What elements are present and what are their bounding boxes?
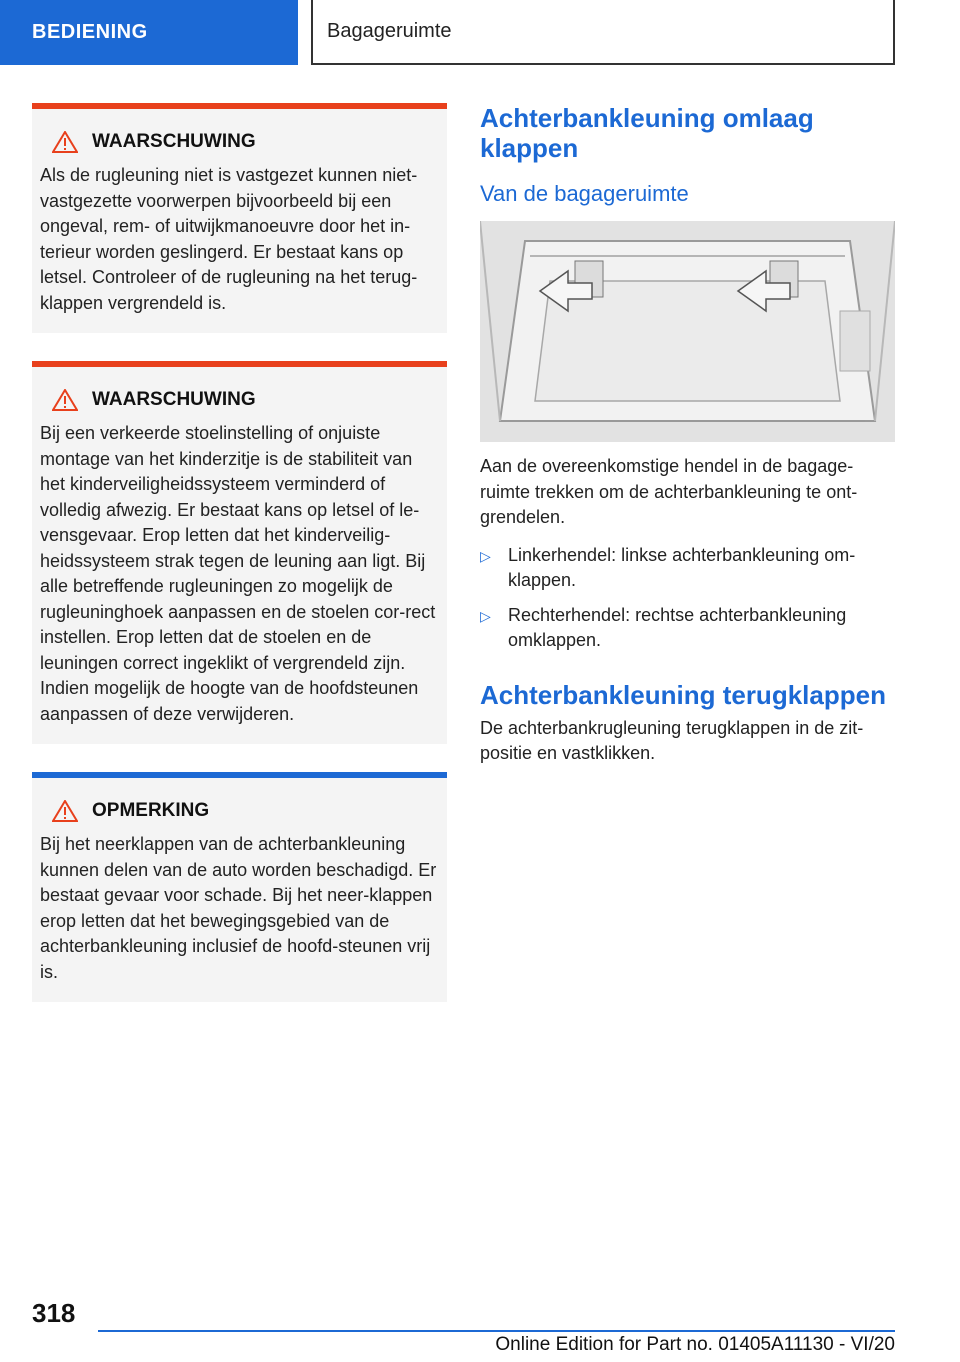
list-item — [480, 603, 895, 654]
warning-box-2 — [32, 361, 447, 744]
warning-triangle-icon — [52, 800, 78, 822]
triangle-bullet-icon: ▷ — [480, 607, 491, 624]
note-box — [32, 772, 447, 1002]
notices-column — [32, 103, 447, 1030]
fold-back-text: De achterbankrugleuning terugklappen in de zit-positie en vastklikken. — [480, 717, 864, 763]
intro-text: Aan de overeenkomstige hendel in de bagage-ruimte trekken om de achterbankleuning te ont-grendelen. — [480, 456, 858, 527]
warning-label: WAARSCHUWING — [92, 389, 256, 410]
list-item — [480, 543, 895, 594]
footer-divider — [98, 1330, 895, 1332]
triangle-bullet-icon: ▷ — [480, 547, 491, 564]
footer-edition: Online Edition for Part no. 01405A11130 - VI/20 — [495, 1334, 895, 1355]
section-tab: BEDIENING — [0, 0, 298, 65]
chapter-title: Bagageruimte — [311, 0, 895, 65]
warning-triangle-icon — [52, 389, 78, 411]
warning-box-1 — [32, 103, 447, 333]
trunk-illustration — [480, 221, 895, 442]
warning-triangle-icon — [52, 131, 78, 153]
warning-label: WAARSCHUWING — [92, 131, 256, 152]
heading-fold-back: Achterbankleuning terugklappen — [480, 679, 886, 710]
list-item-text: Linkerhendel: linkse achterbankleuning om-klappen. — [508, 544, 856, 590]
page-number: 318 — [32, 1298, 76, 1328]
note-text: Bij het neerklappen van de achterbankleuning kunnen delen van de auto worden beschadigd. Er bestaat gevaar voor schade. Bij het neer-klappen erop letten dat het bewegingsgebied van de achterbankleuning inclusief de hoofd-steunen vrij is. — [40, 834, 437, 982]
content-column — [480, 103, 895, 767]
warning-text: Bij een verkeerde stoelinstelling of onjuiste montage van het kinderzitje is de stabiliteit van het kinderveiligheidssysteem verminderd of volledig afwezig. Er bestaat kans op letsel of le-vensgevaar. Erop letten dat het kinderveilig-heidssysteem strak tegen de leuning aan ligt. Bij alle betreffende rugleuningen zo mogelijk de rugleuninghoek aanpassen en de stoelen cor-rect instellen. Erop letten dat de stoelen en de leuningen correct ingeklikt of vergrendeld zijn. Indien mogelijk de hoogte van de hoofdsteunen aanpassen of deze verwijderen. — [40, 423, 436, 724]
note-label: OPMERKING — [92, 800, 210, 821]
heading-fold-down: Achterbankleuning omlaag klappen — [480, 103, 814, 163]
lever-list — [480, 543, 895, 654]
list-item-text: Rechterhendel: rechtse achterbankleuning omklappen. — [508, 604, 847, 650]
subheading-from-trunk: Van de bagageruimte — [480, 181, 689, 206]
warning-text: Als de rugleuning niet is vastgezet kunnen niet-vastgezette voorwerpen bijvoorbeeld bij een ongeval, rem- of uitwijkmanoeuvre door het in-terieur worden geslingerd. Er bestaat kans op letsel. Controleer of de rugleuning na het terug-klappen vergrendeld is. — [40, 165, 418, 313]
